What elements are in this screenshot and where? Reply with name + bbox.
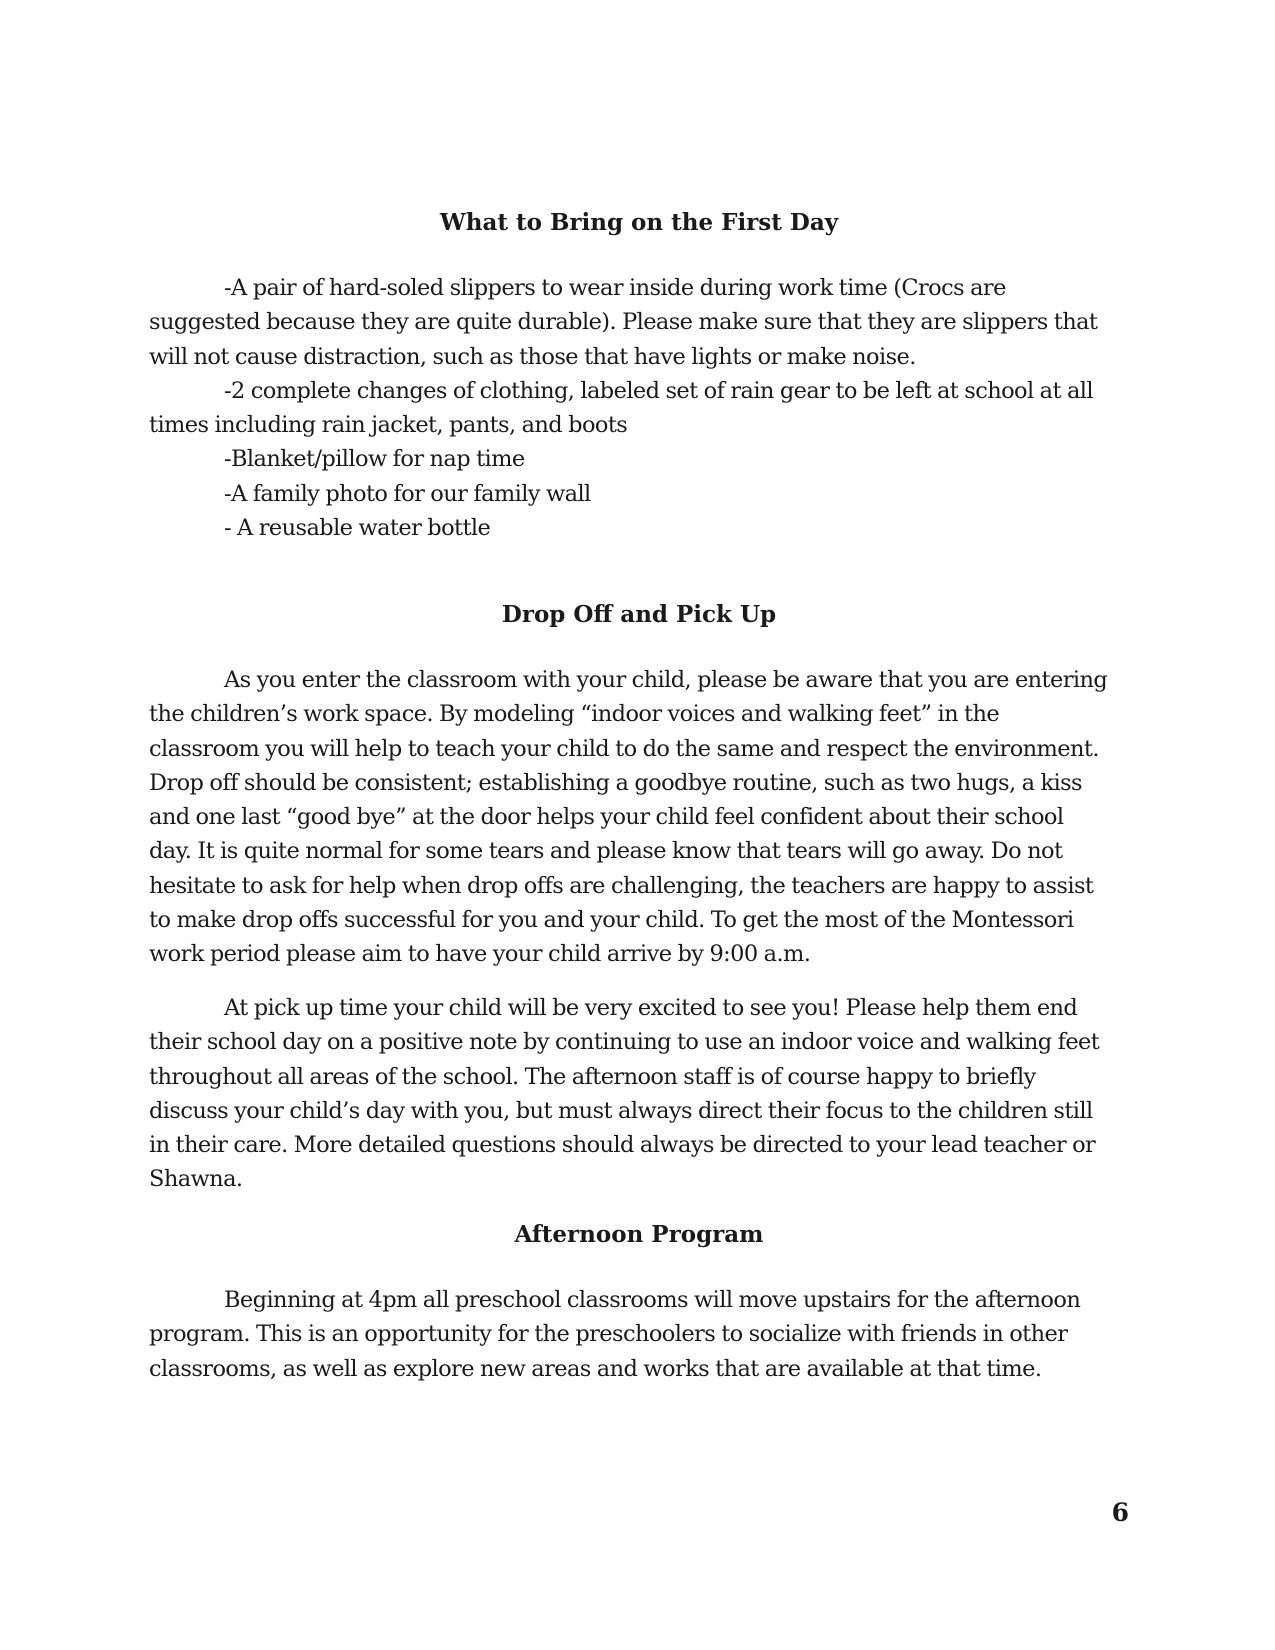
heading-afternoon-program: Afternoon Program (514, 1221, 764, 1248)
paragraph-line: Drop off should be consistent; establishing a goodbye routine, such as two hugs, a kiss (149, 769, 1082, 796)
list-item-continuation: times including rain jacket, pants, and boots (149, 412, 628, 439)
list-item: -Blanket/pillow for nap time (224, 446, 525, 473)
paragraph-line: Beginning at 4pm all preschool classrooms will move upstairs for the afternoon (224, 1287, 1081, 1313)
heading-what-to-bring: What to Bring on the First Day (439, 209, 839, 236)
list-item-continuation: suggested because they are quite durable). Please make sure that they are slippers that (149, 309, 1098, 336)
paragraph-line: throughout all areas of the school. The afternoon staff is of course happy to briefly (149, 1063, 1036, 1090)
list-item: - A reusable water bottle (224, 515, 491, 542)
paragraph-line: to make drop offs successful for you and your child. To get the most of the Montessori (149, 907, 1074, 934)
afternoon-paragraph (149, 1283, 1129, 1386)
paragraph-line: As you enter the classroom with your child, please be aware that you are entering (224, 667, 1108, 693)
paragraph-line: hesitate to ask for help when drop offs are challenging, the teachers are happy to assist (149, 872, 1094, 899)
heading-drop-off-pick-up: Drop Off and Pick Up (501, 601, 777, 628)
paragraph-line: classroom you will help to teach your child to do the same and respect the environment. (149, 735, 1099, 762)
list-item: -A family photo for our family wall (224, 480, 591, 507)
paragraph-line: the children’s work space. By modeling “indoor voices and walking feet” in the (149, 701, 1000, 728)
paragraph-line: work period please aim to have your child arrive by 9:00 a.m. (149, 941, 811, 968)
drop-off-paragraph (149, 663, 1129, 972)
what-to-bring-list (149, 271, 1129, 545)
pick-up-paragraph (149, 991, 1129, 1197)
paragraph-line: program. This is an opportunity for the preschoolers to socialize with friends in other (149, 1321, 1068, 1348)
list-item-continuation: will not cause distraction, such as those that have lights or make noise. (149, 343, 916, 370)
paragraph-line: classrooms, as well as explore new areas and works that are available at that time. (149, 1355, 1042, 1382)
page-number: 6 (1111, 1498, 1129, 1527)
paragraph-line: Shawna. (149, 1166, 243, 1193)
paragraph-line: their school day on a positive note by continuing to use an indoor voice and walking feet (149, 1029, 1100, 1056)
paragraph-line: and one last “good bye” at the door helps your child feel confident about their school (149, 804, 1064, 831)
paragraph-line: in their care. More detailed questions should always be directed to your lead teacher or (149, 1132, 1096, 1159)
paragraph-line: discuss your child’s day with you, but must always direct their focus to the children still (149, 1097, 1093, 1124)
paragraph-line: At pick up time your child will be very excited to see you! Please help them end (224, 995, 1078, 1021)
list-item: -A pair of hard-soled slippers to wear inside during work time (Crocs are (224, 275, 1006, 301)
paragraph-line: day. It is quite normal for some tears and please know that tears will go away. Do not (149, 838, 1063, 865)
list-item: -2 complete changes of clothing, labeled set of rain gear to be left at school at all (224, 377, 1093, 404)
